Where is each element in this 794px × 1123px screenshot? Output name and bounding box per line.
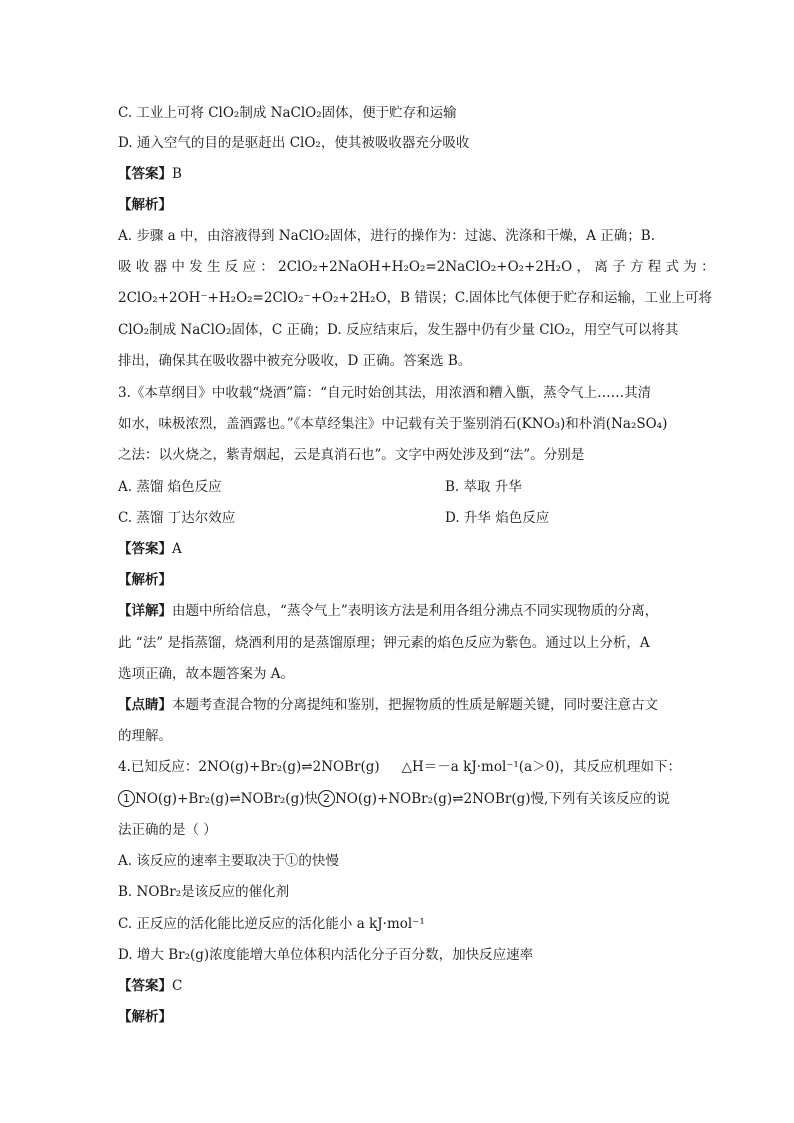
q2-analysis-label: 【解析】 [118,197,172,213]
answer-value: C [172,978,183,994]
step-one-marker: 1 [118,790,135,807]
step-two-marker: 2 [318,790,335,807]
q3-stem-line-3: 之法：以火烧之，紫青烟起，云是真消石也”。文字中两处涉及到“法”。分别是 [118,447,585,463]
q4-stem-line-2 [118,789,670,809]
q3-stem-line-1: 3.《本草纲目》中收载“烧酒”篇：“自元时始创其法，用浓酒和糟入甑，蒸令气上……其清 [118,385,652,401]
q3-analysis-label: 【解析】 [118,572,172,588]
q2-option-c: C. 工业上可将 ClO₂制成 NaClO₂固体，便于贮存和运输 [118,105,457,121]
q2-analysis-line-2: 吸 收 器 中 发 生 反 应 ： 2ClO₂+2NaOH+H₂O₂=2NaClO₂+O₂+2H₂O ， 离 子 方 程 式 为 ： [118,259,715,275]
detail-label: 【详解】 [118,603,172,619]
q4-enthalpy: △H＝－a kJ·mol⁻¹(a＞0)，其反应机理如下： [401,759,681,775]
q3-option-c: C. 蒸馏 丁达尔效应 [118,510,236,526]
q2-answer [118,164,182,184]
q3-answer [118,539,182,559]
q4-option-a: A. 该反应的速率主要取决于①的快慢 [118,853,339,869]
q2-analysis-line-1: A. 步骤 a 中，由溶液得到 NaClO₂固体，进行的操作为：过滤、洗涤和干燥，A 正确；B. [118,228,655,244]
detail-text: 由题中所给信息，“蒸令气上”表明该方法是利用各组分沸点不同实现物质的分离， [172,603,659,619]
q2-option-d: D. 通入空气的目的是驱赶出 ClO₂，使其被吸收器充分吸收 [118,135,470,151]
q3-detail-line-3: 选项正确，故本题答案为 A。 [118,666,295,682]
q3-detail-line-1 [118,601,658,621]
q3-comment-line-2: 的理解。 [118,728,172,744]
q4-equation: 2NO(g)+Br₂(g)⇌2NOBr(g) [198,759,380,775]
comment-label: 【点睛】 [118,697,172,713]
q4-step-1: NO(g)+Br₂(g)⇌NOBr₂(g)快 [135,791,318,807]
comment-text: 本题考查混合物的分离提纯和鉴别，把握物质的性质是解题关键，同时要注意古文 [172,697,658,713]
q4-stem-line-1 [118,757,681,777]
answer-label: 【答案】 [118,541,172,557]
q4-step-2: NO(g)+NOBr₂(g)⇌2NOBr(g)慢,下列有关该反应的说 [334,791,670,807]
q3-detail-line-2: 此 “法” 是指蒸馏，烧酒利用的是蒸馏原理；钾元素的焰色反应为紫色。通过以上分析，A [118,635,650,651]
q2-analysis-line-5: 排出，确保其在吸收器中被充分吸收，D 正确。答案选 B。 [118,353,472,369]
answer-label: 【答案】 [118,978,172,994]
q2-analysis-line-4: ClO₂制成 NaClO₂固体，C 正确；D. 反应结束后，发生器中仍有少量 ClO₂，用空气可以将其 [118,322,679,338]
q3-comment-line-1 [118,695,658,715]
q4-stem-prefix: 4.已知反应： [118,759,199,775]
q4-option-c: C. 正反应的活化能比逆反应的活化能小 a kJ·mol⁻¹ [118,916,425,932]
answer-value: A [172,541,182,557]
q3-stem-line-2: 如水，味极浓烈，盖酒露也。”《本草经集注》中记载有关于鉴别消石(KNO₃)和朴消(Na₂SO₄) [118,416,668,432]
answer-label: 【答案】 [118,166,172,182]
q4-analysis-label: 【解析】 [118,1009,172,1025]
q3-option-a: A. 蒸馏 焰色反应 [118,479,222,495]
q3-option-b: B. 萃取 升华 [445,479,522,495]
q4-stem-line-3: 法正确的是（ ） [118,822,217,838]
q3-option-d: D. 升华 焰色反应 [445,510,550,526]
q4-option-b: B. NOBr₂是该反应的催化剂 [118,884,290,900]
q2-analysis-line-3: 2ClO₂+2OH⁻+H₂O₂=2ClO₂⁻+O₂+2H₂O，B 错误；C.固体比气体便于贮存和运输，工业上可将 [118,290,713,306]
answer-value: B [172,166,182,182]
q4-answer [118,976,182,996]
q4-option-d: D. 增大 Br₂(g)浓度能增大单位体积内活化分子百分数，加快反应速率 [118,947,534,963]
